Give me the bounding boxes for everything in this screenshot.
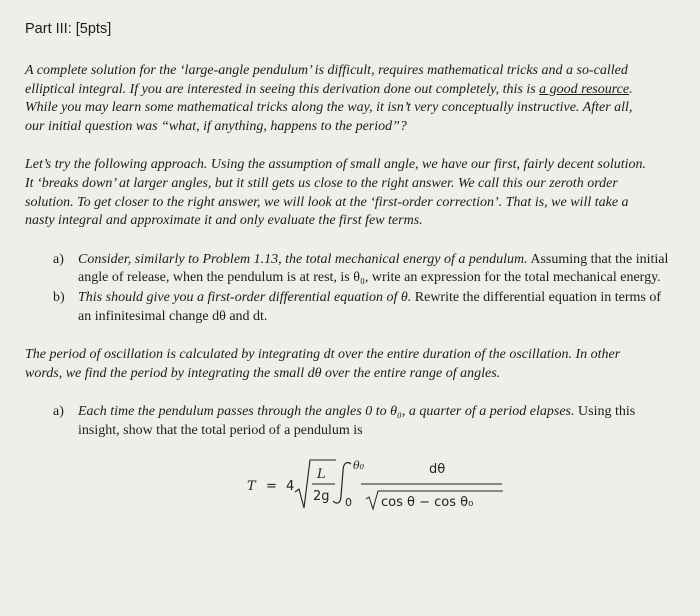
period-formula-svg: [25, 451, 685, 513]
approach-paragraph: Let’s try the following approach. Using the assumption of small angle, we have our first, fairly decent solution. It ‘breaks down’ at larger angles, but it still gets us close to the right answer. We call this our zeroth order solution. To get closer to the right answer, we will look at the ‘first-order correction’. That is, we will take a nasty integral and approximate it and only evaluate the first few terms.: [25, 157, 647, 229]
formula-coefficient: 4: [286, 478, 295, 494]
list-marker: a): [53, 251, 64, 267]
sqrt-denominator: 2g: [313, 488, 330, 504]
list-marker: b): [53, 289, 65, 305]
intro-text-start: A complete solution for the ‘large-angle pendulum’ is difficult, requires mathematical tricks and a so-called elliptical integral. If you are interested in seeing this derivation done out completely, this is: [25, 63, 628, 97]
fraction-denominator: cos θ − cos θ₀: [381, 494, 474, 510]
period-paragraph: The period of oscillation is calculated by integrating dt over the entire duration of the oscillation. In other words, we find the period by integrating the small dθ over the entire range of angles.: [25, 347, 621, 381]
list-marker: a): [53, 404, 64, 420]
intro-paragraph: [25, 62, 653, 136]
fraction-numerator: dθ: [429, 461, 446, 477]
list-item-b: [25, 289, 670, 326]
integral-lower-limit: 0: [345, 495, 352, 509]
list-item-text: Assuming that the initial angle of release, when the pendulum is at rest, is θ₀, write an expression for the total mechanical energy.: [78, 251, 669, 286]
list-item-italic-text: This should give you a first-order differential equation of θ.: [78, 289, 412, 305]
formula-lhs: T: [247, 478, 256, 494]
period-question-list: [25, 403, 670, 440]
integral-upper-limit: θ₀: [353, 458, 365, 472]
intro-text-end: . While you may learn some mathematical tricks along the way, it isn’t very conceptually instructive. After all, our initial question was “what, if anything, happens to the period”?: [25, 81, 633, 134]
period-formula: [25, 451, 685, 513]
list-item-italic-text: Consider, similarly to Problem 1.13, the total mechanical energy of a pendulum.: [78, 251, 528, 267]
list-item-a: [25, 403, 670, 440]
list-item-text: Rewrite the differential equation in terms of an infinitesimal change dθ and dt.: [78, 289, 661, 324]
list-item-italic-text: Each time the pendulum passes through the angles 0 to θ₀, a quarter of a period elapses.: [78, 404, 575, 420]
energy-question-list: [25, 251, 670, 326]
sqrt-numerator: L: [317, 466, 326, 482]
list-item-text: Using this insight, show that the total period of a pendulum is: [78, 404, 636, 438]
good-resource-link[interactable]: a good resource: [539, 81, 630, 97]
formula-equals: =: [266, 478, 277, 494]
list-item-a: [25, 251, 670, 288]
part-title: Part III: [5pts]: [25, 21, 112, 37]
